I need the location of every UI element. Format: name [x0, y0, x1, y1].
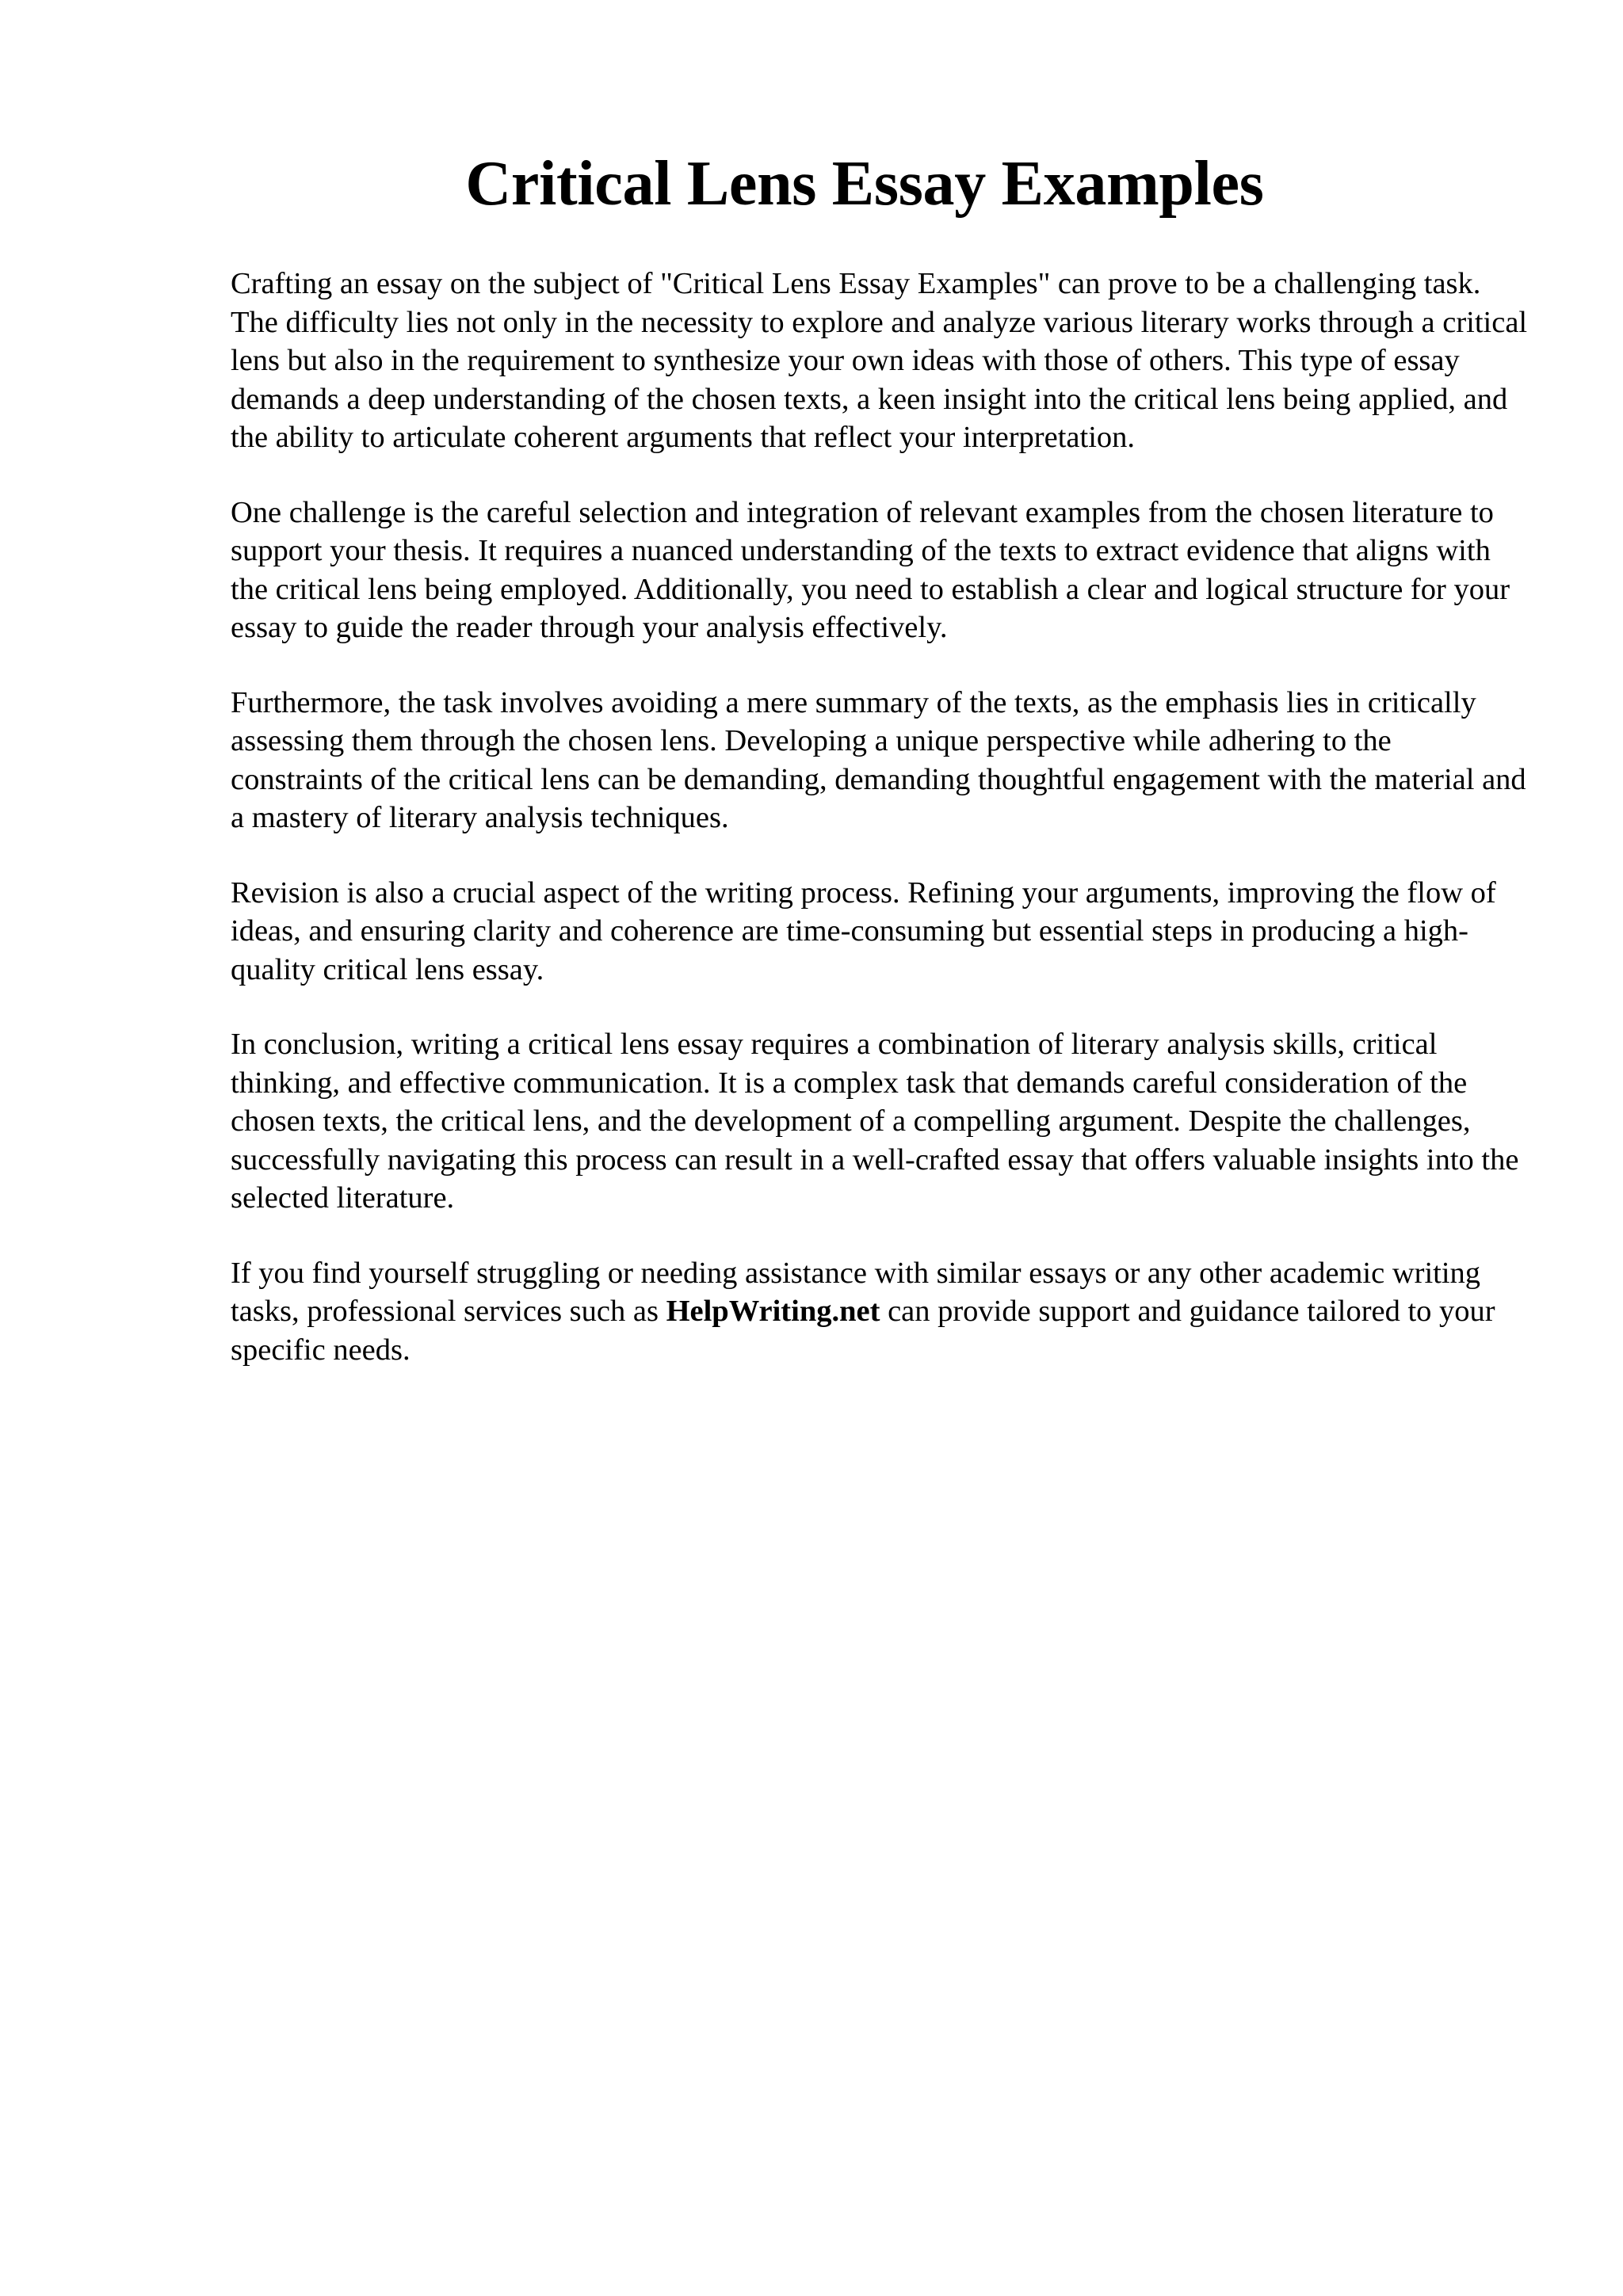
paragraph-3: Furthermore, the task involves avoiding a mere summary of the texts, as the emphasis lies in critically assessing them through the chosen lens. Developing a unique perspective while adhering to the constraints of the critical lens can be demanding, demanding thoughtful engagement with the material and a mastery of literary analysis techniques. — [231, 685, 1526, 834]
paragraph-5: In conclusion, writing a critical lens essay requires a combination of literary analysis skills, critical thinking, and effective communication. It is a complex task that demands careful consideration of the chosen texts, the critical lens, and the development of a compelling argument. Despite the challenges, successfully navigating this process can result in a well-crafted essay that offers valuable insights into the selected literature. — [231, 1028, 1519, 1215]
closing-text-before: If you find yourself struggling or needing assistance with similar essays or any other academic writing tasks, professional services such as — [231, 1256, 1481, 1328]
page-title: Critical Lens Essay Examples — [465, 149, 1264, 219]
paragraph-1: Crafting an essay on the subject of "Critical Lens Essay Examples" can prove to be a challenging task. The difficulty lies not only in the necessity to explore and analyze various literary works through a critical lens but also in the requirement to synthesize your own ideas with those of others. This type of essay demands a deep understanding of the chosen texts, a keen insight into the critical lens being applied, and the ability to articulate coherent arguments that reflect your interpretation. — [231, 267, 1528, 454]
paragraph-4: Revision is also a crucial aspect of the writing process. Refining your arguments, improving the flow of ideas, and ensuring clarity and coherence are time-consuming but essential steps in producing a high-quality critical lens essay. — [231, 875, 1496, 986]
closing-text-after: can provide support and guidance tailored to your specific needs. — [231, 1295, 1495, 1367]
essay-body — [231, 265, 1530, 1405]
closing-paragraph — [231, 1254, 1530, 1370]
brand-name: HelpWriting.net — [666, 1295, 880, 1328]
paragraph-2: One challenge is the careful selection and integration of relevant examples from the chosen literature to support your thesis. It requires a nuanced understanding of the texts to extract evidence that aligns with the critical lens being employed. Additionally, you need to establish a clear and logical structure for your essay to guide the reader through your analysis effectively. — [231, 495, 1510, 644]
